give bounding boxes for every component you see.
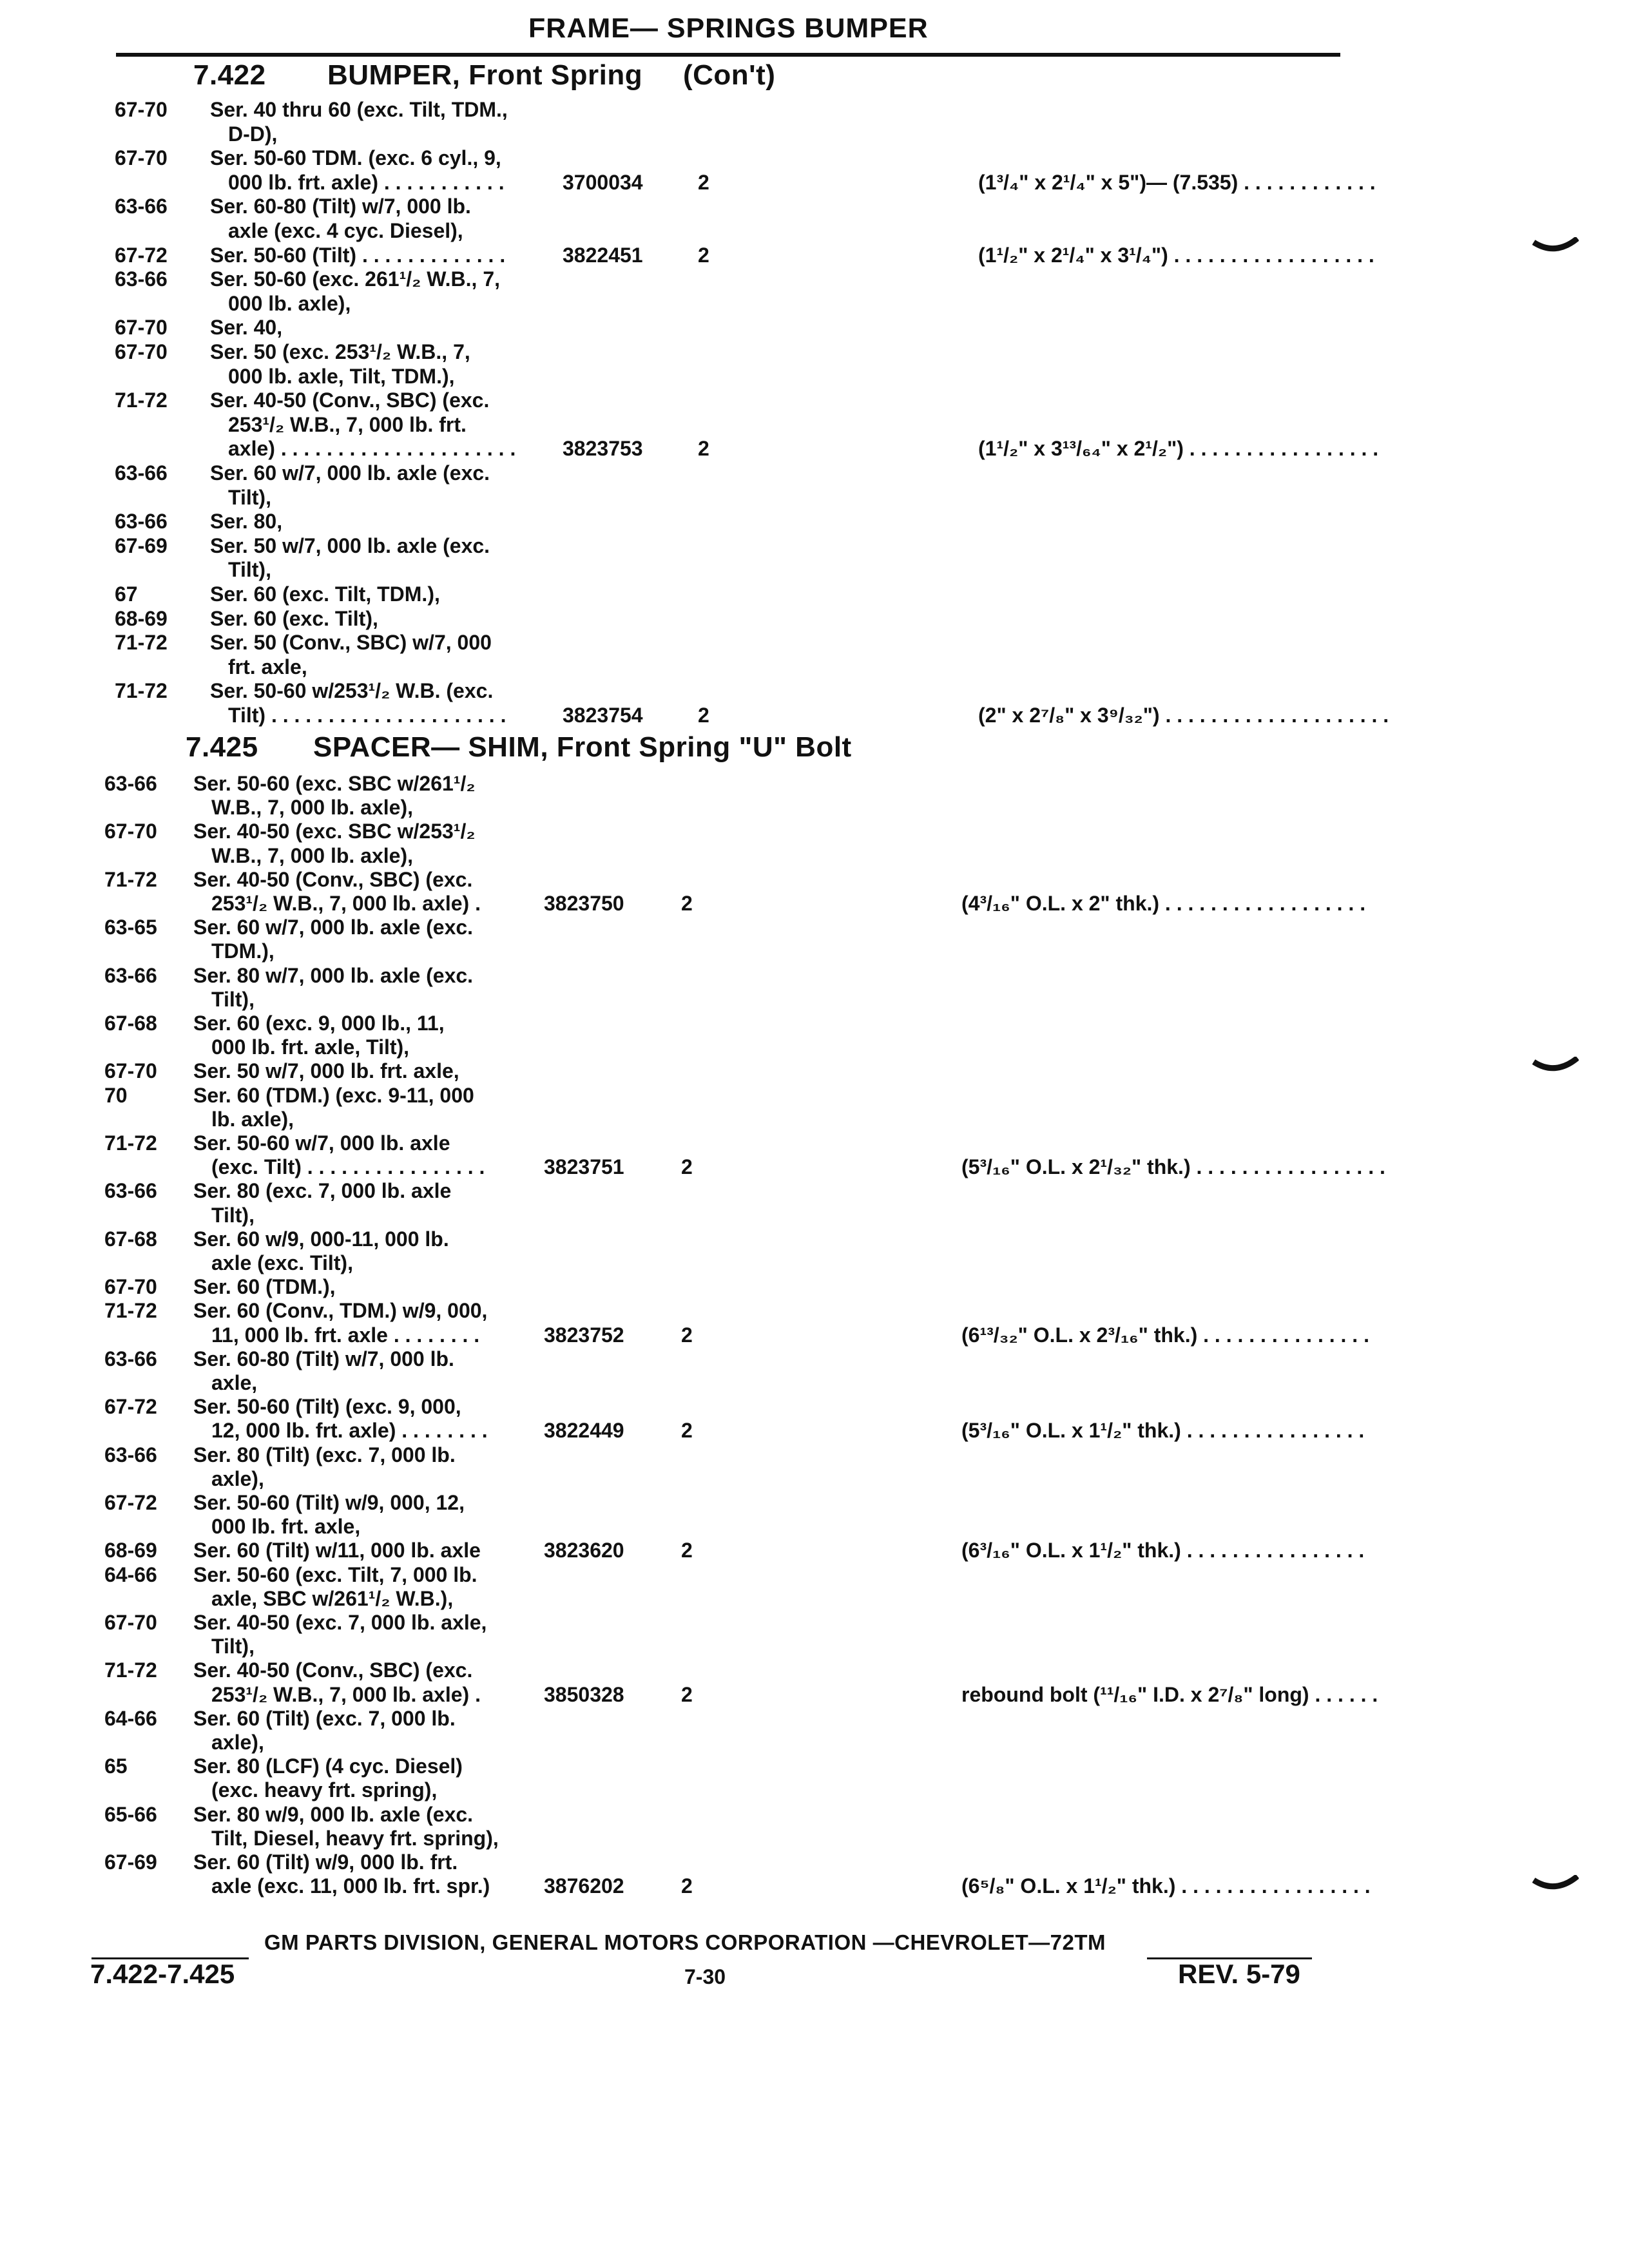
part-description: (6¹³/₃₂" O.L. x 2³/₁₆" thk.) . . . . . . . . . . . . . . .	[961, 1323, 1369, 1347]
list-item	[104, 1635, 1342, 1660]
list-item	[104, 1731, 1342, 1756]
list-item	[104, 1179, 1342, 1205]
year-range: 63-66	[104, 772, 157, 795]
list-item	[115, 316, 1352, 341]
quantity: 2	[681, 1539, 693, 1562]
year-range: 67-72	[115, 244, 168, 267]
list-item	[104, 1347, 1342, 1373]
application-text: Ser. 50-60 (Tilt) (exc. 9, 000,	[193, 1395, 461, 1418]
year-range: 68-69	[104, 1539, 157, 1562]
list-item	[104, 1443, 1342, 1469]
list-item	[104, 1204, 1342, 1229]
application-text: 253¹/₂ W.B., 7, 000 lb. axle) .	[211, 892, 481, 915]
quantity: 2	[681, 1155, 693, 1178]
list-item	[104, 1059, 1342, 1085]
year-range: 67-70	[115, 316, 168, 339]
quantity: 2	[698, 171, 709, 194]
quantity: 2	[698, 704, 709, 727]
year-range: 63-66	[115, 195, 168, 218]
list-item	[115, 437, 1379, 463]
list-item	[104, 796, 1342, 822]
list-item	[104, 1803, 1342, 1829]
year-range: 63-66	[104, 964, 157, 987]
list-item	[104, 1227, 1342, 1253]
application-text: Tilt),	[211, 988, 255, 1011]
list-item	[104, 1658, 1342, 1684]
list-item	[115, 461, 1352, 487]
quantity: 2	[681, 1419, 693, 1442]
application-text: Ser. 50-60 (exc. SBC w/261¹/₂	[193, 772, 476, 795]
list-item	[104, 1251, 1342, 1277]
application-text: 11, 000 lb. frt. axle . . . . . . . .	[211, 1323, 480, 1347]
list-item	[104, 1395, 1342, 1421]
part-description: (5³/₁₆" O.L. x 1¹/₂" thk.) . . . . . . . . . . . . . . . .	[961, 1419, 1365, 1442]
list-item	[104, 1778, 1342, 1804]
year-range: 67-72	[104, 1395, 157, 1418]
year-range: 63-66	[115, 267, 168, 291]
year-range: 67	[115, 582, 138, 606]
quantity: 2	[681, 1323, 693, 1347]
application-text: 000 lb. axle, Tilt, TDM.),	[228, 365, 455, 388]
list-item	[115, 98, 1352, 124]
part-description: (1³/₄" x 2¹/₄" x 5")— (7.535) . . . . . . . . . . . .	[978, 171, 1376, 194]
application-text: 000 lb. axle),	[228, 292, 351, 315]
list-item	[115, 582, 1352, 608]
part-number: 3822451	[563, 244, 643, 267]
application-text: Tilt),	[228, 486, 271, 509]
year-range: 67-70	[104, 1275, 157, 1298]
footer-page-number: 7-30	[684, 1965, 726, 1988]
list-item	[115, 146, 1352, 172]
year-range: 71-72	[104, 1299, 157, 1322]
year-range: 67-68	[104, 1012, 157, 1035]
section-cont: (Con't)	[683, 59, 776, 91]
year-range: 71-72	[104, 868, 157, 891]
application-text: Ser. 60 (exc. Tilt, TDM.),	[210, 582, 440, 606]
quantity: 2	[681, 892, 693, 915]
page-header-title: FRAME— SPRINGS BUMPER	[528, 13, 929, 44]
part-number: 3823750	[544, 892, 624, 915]
quantity: 2	[681, 1874, 693, 1898]
year-range: 67-70	[104, 820, 157, 843]
application-text: (exc. heavy frt. spring),	[211, 1778, 438, 1802]
application-text: Ser. 60-80 (Tilt) w/7, 000 lb.	[210, 195, 471, 218]
part-description: rebound bolt (¹¹/₁₆" I.D. x 2⁷/₈" long) . . . . . .	[961, 1683, 1378, 1706]
list-item	[104, 1683, 1378, 1709]
year-range: 63-66	[115, 510, 168, 533]
application-text: W.B., 7, 000 lb. axle),	[211, 796, 414, 819]
quantity: 2	[698, 244, 709, 267]
list-item	[104, 1539, 1365, 1564]
year-range: 64-66	[104, 1563, 157, 1586]
section-heading-7425	[186, 731, 894, 767]
year-range: 67-70	[104, 1059, 157, 1082]
application-text: 12, 000 lb. frt. axle) . . . . . . . .	[211, 1419, 488, 1442]
list-item	[115, 534, 1352, 560]
year-range: 71-72	[115, 631, 168, 654]
list-item	[115, 389, 1352, 414]
list-item	[115, 413, 1352, 439]
list-item	[104, 1108, 1342, 1133]
header-rule	[116, 53, 1340, 57]
part-number: 3876202	[544, 1874, 624, 1898]
application-text: Ser. 60 w/7, 000 lb. axle (exc.	[193, 916, 474, 939]
list-item	[115, 171, 1376, 197]
list-item	[115, 486, 1352, 512]
application-text: Tilt) . . . . . . . . . . . . . . . . . . . . .	[228, 704, 506, 727]
part-number: 3823751	[544, 1155, 624, 1178]
list-item	[104, 1084, 1342, 1110]
part-description: (2" x 2⁷/₈" x 3⁹/₃₂") . . . . . . . . . . . . . . . . . . . .	[978, 704, 1389, 727]
part-description: (6⁵/₈" O.L. x 1¹/₂" thk.) . . . . . . . . . . . . . . . . .	[961, 1874, 1371, 1898]
application-text: Ser. 60 (exc. 9, 000 lb., 11,	[193, 1012, 445, 1035]
list-item	[104, 1131, 1342, 1157]
application-text: axle (exc. 11, 000 lb. frt. spr.)	[211, 1874, 490, 1898]
list-item	[104, 1874, 1371, 1900]
section-heading-7422	[193, 59, 838, 95]
list-item	[104, 1035, 1342, 1061]
application-text: Tilt),	[228, 558, 271, 581]
application-text: Ser. 80 w/9, 000 lb. axle (exc.	[193, 1803, 474, 1826]
binder-mark-middle	[1532, 1057, 1579, 1076]
quantity: 2	[698, 437, 709, 460]
application-text: axle (exc. 4 cyc. Diesel),	[228, 219, 463, 242]
part-number: 3700034	[563, 171, 643, 194]
list-item	[104, 772, 1342, 798]
application-text: Ser. 80 (LCF) (4 cyc. Diesel)	[193, 1754, 463, 1778]
application-text: Ser. 50 (Conv., SBC) w/7, 000	[210, 631, 492, 654]
list-item	[104, 939, 1342, 965]
year-range: 71-72	[115, 389, 168, 412]
application-text: axle, SBC w/261¹/₂ W.B.),	[211, 1587, 454, 1610]
list-item	[104, 916, 1342, 941]
year-range: 63-66	[104, 1443, 157, 1466]
list-item	[104, 1419, 1365, 1445]
application-text: Ser. 60 (Tilt) (exc. 7, 000 lb.	[193, 1707, 456, 1730]
application-text: 253¹/₂ W.B., 7, 000 lb. axle) .	[211, 1683, 481, 1706]
application-text: Ser. 60 w/7, 000 lb. axle (exc.	[210, 461, 490, 485]
list-item	[115, 704, 1389, 729]
application-text: Ser. 50-60 (exc. 261¹/₂ W.B., 7,	[210, 267, 501, 291]
application-text: Tilt, Diesel, heavy frt. spring),	[211, 1827, 499, 1850]
section-number: 7.422	[193, 59, 266, 91]
year-range: 70	[104, 1084, 128, 1107]
part-description: (1¹/₂" x 2¹/₄" x 3¹/₄") . . . . . . . . . . . . . . . . . .	[978, 244, 1374, 267]
list-item	[104, 1323, 1369, 1349]
year-range: 64-66	[104, 1707, 157, 1730]
footer-range: 7.422-7.425	[90, 1959, 235, 1989]
binder-mark-bottom	[1532, 1875, 1579, 1894]
year-range: 67-70	[115, 146, 168, 169]
list-item	[104, 1754, 1342, 1780]
list-item	[115, 292, 1352, 318]
list-item	[104, 1491, 1342, 1517]
year-range: 71-72	[104, 1131, 157, 1155]
year-range: 67-69	[115, 534, 168, 557]
list-item	[115, 365, 1352, 390]
list-item	[115, 655, 1352, 681]
year-range: 63-66	[115, 461, 168, 485]
application-text: Ser. 80 (Tilt) (exc. 7, 000 lb.	[193, 1443, 456, 1466]
section-number: 7.425	[186, 731, 258, 763]
list-item	[104, 892, 1366, 918]
list-item	[104, 1299, 1342, 1325]
year-range: 63-65	[104, 916, 157, 939]
part-number: 3850328	[544, 1683, 624, 1706]
application-text: Ser. 40,	[210, 316, 283, 339]
application-text: Ser. 50 (exc. 253¹/₂ W.B., 7,	[210, 340, 470, 363]
list-item	[104, 1587, 1342, 1613]
list-item	[104, 988, 1342, 1014]
application-text: frt. axle,	[228, 655, 307, 678]
part-description: (5³/₁₆" O.L. x 2¹/₃₂" thk.) . . . . . . . . . . . . . . . . .	[961, 1155, 1385, 1178]
list-item	[115, 267, 1352, 293]
application-text: Ser. 60 (exc. Tilt),	[210, 607, 378, 630]
list-item	[104, 1467, 1342, 1493]
application-text: Ser. 80,	[210, 510, 283, 533]
year-range: 67-72	[104, 1491, 157, 1514]
application-text: Ser. 50-60 w/253¹/₂ W.B. (exc.	[210, 679, 494, 702]
part-number: 3823620	[544, 1539, 624, 1562]
application-text: Ser. 40-50 (exc. SBC w/253¹/₂	[193, 820, 476, 843]
part-number: 3822449	[544, 1419, 624, 1442]
application-text: W.B., 7, 000 lb. axle),	[211, 844, 414, 867]
footer-publisher: GM PARTS DIVISION, GENERAL MOTORS CORPORATION —CHEVROLET—72TM	[264, 1930, 1106, 1954]
application-text: axle),	[211, 1467, 264, 1490]
application-text: Ser. 60 (Conv., TDM.) w/9, 000,	[193, 1299, 488, 1322]
application-text: 000 lb. frt. axle,	[211, 1515, 361, 1538]
list-item	[104, 1850, 1342, 1876]
list-item	[104, 1275, 1342, 1301]
application-text: Ser. 80 w/7, 000 lb. axle (exc.	[193, 964, 474, 987]
list-item	[104, 1515, 1342, 1541]
application-text: Ser. 60-80 (Tilt) w/7, 000 lb.	[193, 1347, 454, 1370]
application-text: axle),	[211, 1731, 264, 1754]
year-range: 67-69	[104, 1850, 157, 1874]
application-text: Ser. 60 (Tilt) w/11, 000 lb. axle	[193, 1539, 481, 1562]
year-range: 63-66	[104, 1179, 157, 1202]
application-text: D-D),	[228, 122, 278, 146]
list-item	[115, 510, 1352, 535]
application-text: Ser. 50-60 (exc. Tilt, 7, 000 lb.	[193, 1563, 477, 1586]
year-range: 65	[104, 1754, 128, 1778]
list-item	[104, 868, 1342, 894]
application-text: Ser. 40-50 (Conv., SBC) (exc.	[193, 1658, 473, 1682]
application-text: Ser. 40-50 (exc. 7, 000 lb. axle,	[193, 1611, 487, 1634]
list-item	[104, 1611, 1342, 1637]
application-text: Ser. 40-50 (Conv., SBC) (exc.	[210, 389, 490, 412]
section-title: BUMPER, Front Spring	[327, 59, 643, 91]
application-text: axle) . . . . . . . . . . . . . . . . . . . . .	[228, 437, 516, 460]
part-number: 3823753	[563, 437, 643, 460]
year-range: 65-66	[104, 1803, 157, 1826]
list-item	[104, 1707, 1342, 1733]
part-description: (1¹/₂" x 3¹³/₆₄" x 2¹/₂") . . . . . . . . . . . . . . . . .	[978, 437, 1379, 460]
application-text: 253¹/₂ W.B., 7, 000 lb. frt.	[228, 413, 467, 436]
list-item	[104, 964, 1342, 990]
year-range: 67-70	[115, 98, 168, 121]
application-text: Ser. 60 (TDM.) (exc. 9-11, 000	[193, 1084, 474, 1107]
application-text: Ser. 50-60 (Tilt) . . . . . . . . . . . . .	[210, 244, 506, 267]
list-item	[104, 1155, 1385, 1181]
application-text: Ser. 50 w/7, 000 lb. axle (exc.	[210, 534, 490, 557]
year-range: 67-70	[104, 1611, 157, 1634]
application-text: axle,	[211, 1371, 258, 1394]
list-item	[115, 679, 1352, 705]
application-text: Ser. 50-60 (Tilt) w/9, 000, 12,	[193, 1491, 465, 1514]
year-range: 71-72	[104, 1658, 157, 1682]
application-text: Ser. 60 (Tilt) w/9, 000 lb. frt.	[193, 1850, 458, 1874]
part-description: (6³/₁₆" O.L. x 1¹/₂" thk.) . . . . . . . . . . . . . . . .	[961, 1539, 1365, 1562]
list-item	[115, 558, 1352, 584]
application-text: Ser. 60 (TDM.),	[193, 1275, 336, 1298]
year-range: 67-68	[104, 1227, 157, 1251]
application-text: Tilt),	[211, 1635, 255, 1658]
footer-revision: REV. 5-79	[1178, 1959, 1300, 1989]
application-text: Ser. 50-60 w/7, 000 lb. axle	[193, 1131, 450, 1155]
binder-mark-top	[1532, 237, 1579, 256]
part-description: (4³/₁₆" O.L. x 2" thk.) . . . . . . . . . . . . . . . . . .	[961, 892, 1366, 915]
application-text: 000 lb. frt. axle, Tilt),	[211, 1035, 410, 1059]
part-number: 3823754	[563, 704, 643, 727]
list-item	[104, 1371, 1342, 1397]
application-text: Tilt),	[211, 1204, 255, 1227]
application-text: lb. axle),	[211, 1108, 294, 1131]
list-item	[115, 607, 1352, 633]
list-item	[115, 195, 1352, 220]
application-text: axle (exc. Tilt),	[211, 1251, 353, 1274]
quantity: 2	[681, 1683, 693, 1706]
year-range: 67-70	[115, 340, 168, 363]
list-item	[115, 122, 1352, 148]
list-item	[115, 631, 1352, 657]
list-item	[104, 1012, 1342, 1037]
application-text: Ser. 40 thru 60 (exc. Tilt, TDM.,	[210, 98, 508, 121]
application-text: (exc. Tilt) . . . . . . . . . . . . . . . .	[211, 1155, 485, 1178]
application-text: Ser. 80 (exc. 7, 000 lb. axle	[193, 1179, 452, 1202]
list-item	[104, 1827, 1342, 1852]
list-item	[115, 244, 1374, 269]
application-text: 000 lb. frt. axle) . . . . . . . . . . .	[228, 171, 505, 194]
year-range: 71-72	[115, 679, 168, 702]
application-text: Ser. 50-60 TDM. (exc. 6 cyl., 9,	[210, 146, 501, 169]
list-item	[104, 820, 1342, 845]
application-text: Ser. 60 w/9, 000-11, 000 lb.	[193, 1227, 449, 1251]
list-item	[104, 1563, 1342, 1589]
section-title: SPACER— SHIM, Front Spring "U" Bolt	[313, 731, 852, 763]
list-item	[115, 340, 1352, 366]
application-text: TDM.),	[211, 939, 275, 963]
application-text: Ser. 50 w/7, 000 lb. frt. axle,	[193, 1059, 459, 1082]
list-item	[104, 844, 1342, 870]
year-range: 63-66	[104, 1347, 157, 1370]
part-number: 3823752	[544, 1323, 624, 1347]
year-range: 68-69	[115, 607, 168, 630]
list-item	[115, 219, 1352, 245]
application-text: Ser. 40-50 (Conv., SBC) (exc.	[193, 868, 473, 891]
